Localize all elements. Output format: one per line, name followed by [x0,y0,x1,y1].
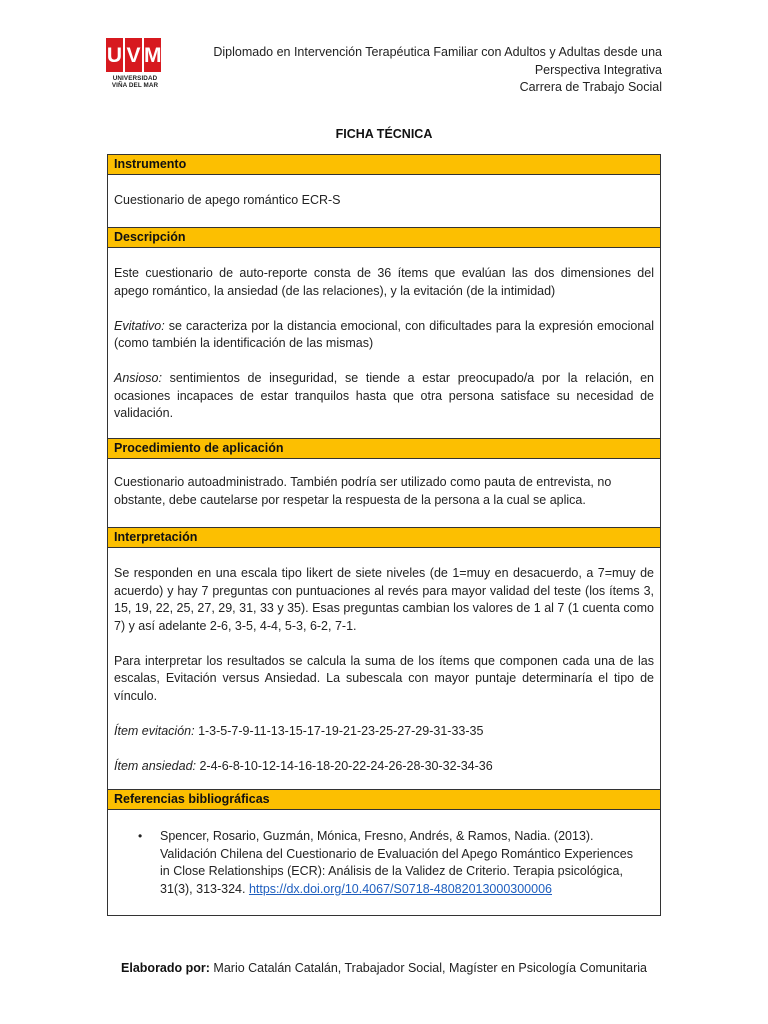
reference-item [138,828,638,898]
doi-link[interactable]: https://dx.doi.org/10.4067/S0718-48082013000300006 [248,881,552,896]
items-ansiedad-values: 2-4-6-8-10-12-14-16-18-20-22-24-26-28-30-32-34-36 [196,758,493,773]
ansioso-text: sentimientos de inseguridad, se tiende a estar preocupado/a por la relación, en ocasiones incapaces de estar tranquilos hasta que otra persona satisface su necesidad de validación. [114,371,654,420]
document-header [162,44,662,97]
footer-author: Mario Catalán Catalán, Trabajador Social, Magíster en Psicología Comunitaria [209,961,647,975]
logo-letter-u: U [106,38,123,72]
section-body-interpretacion [108,548,660,790]
logo-letters [106,38,168,72]
evitativo-text: se caracteriza por la distancia emocional, con dificultades para la expresión emocional (como también la identificación de las mismas) [114,318,654,350]
header-line2: Perspectiva Integrativa [534,62,662,77]
header-line3: Carrera de Trabajo Social [519,80,662,94]
section-body-procedimiento [108,459,660,528]
evitativo-label: Evitativo: [114,318,165,333]
section-body-instrumento [108,175,660,228]
interpretacion-paragraph-2: Para interpretar los resultados se calcula la suma de los ítems que componen cada una de las escalas, Evitación versus Ansiedad. La subescala con mayor puntaje determinaría el tipo de vínculo. [114,653,654,703]
instrumento-text: Cuestionario de apego romántico ECR-S [114,193,341,207]
section-heading-descripcion: Descripción [108,228,660,248]
footer-label: Elaborado por: [121,961,210,975]
reference-list [130,828,638,898]
procedimiento-text: Cuestionario autoadministrado. También podría ser utilizado como pauta de entrevista, no obstante, debe cautelarse por respetar la respuesta de la persona a la cual se aplica. [114,475,612,507]
items-evitacion [114,723,654,741]
descripcion-paragraph: Este cuestionario de auto-reporte consta de 36 ítems que evalúan las dos dimensiones del apego romántico, la ansiedad (de las relaciones), y la evitación (de la intimidad) [114,266,654,298]
items-evitacion-values: 1-3-5-7-9-11-13-15-17-19-21-23-25-27-29-31-33-35 [194,723,484,738]
logo-letter-v: V [125,38,142,72]
section-heading-instrumento: Instrumento [108,155,660,175]
section-body-descripcion [108,248,660,439]
logo-caption-line1: UNIVERSIDAD [112,75,158,82]
page-title: FICHA TÉCNICA [335,127,433,141]
items-ansiedad-label: Ítem ansiedad: [114,758,196,773]
items-ansiedad [114,758,654,776]
reference-citation: Spencer, Rosario, Guzmán, Mónica, Fresno, Andrés, & Ramos, Nadia. (2013). Validación Chilena del Cuestionario de Evaluación del Apego Romántico Experiences in Close Relationships (ECR): Análisis de la Validez de Criterio. Terapia psicológica, 31(3), 313-324. [160,829,633,896]
section-heading-procedimiento: Procedimiento de aplicación [108,439,660,459]
document-footer [0,961,768,975]
header-line1: Diplomado en Intervención Terapéutica Familiar con Adultos y Adultas desde una [213,45,662,59]
ansioso-paragraph [114,370,654,423]
evitativo-paragraph [114,318,654,353]
logo-caption-line2: VIÑA DEL MAR [111,82,159,89]
interpretacion-paragraph-1: Se responden en una escala tipo likert de siete niveles (de 1=muy en desacuerdo, a 7=muy de acuerdo) y hay 7 preguntas con puntuaciones al revés para mayor validad del teste (los ítems 3, 15, 19, 22, 25, 27, 29, 31, 33 y 35). Esas preguntas cambian los valores de 1 al 7 (1 cuenta como 7) y así adelante 2-6, 3-5, 4-4, 5-3, 6-2, 7-1. [114,566,654,633]
ansioso-label: Ansioso: [114,371,162,385]
section-body-referencias [108,810,660,915]
technical-sheet-table [107,154,661,916]
section-heading-interpretacion: Interpretación [108,528,660,548]
items-evitacion-label: Ítem evitación: [114,723,195,738]
logo-letter-m: M [144,38,161,72]
section-heading-referencias: Referencias bibliográficas [108,790,660,810]
uvm-logo [106,38,168,96]
logo-caption [106,75,164,89]
bullet-icon: • [138,829,143,843]
